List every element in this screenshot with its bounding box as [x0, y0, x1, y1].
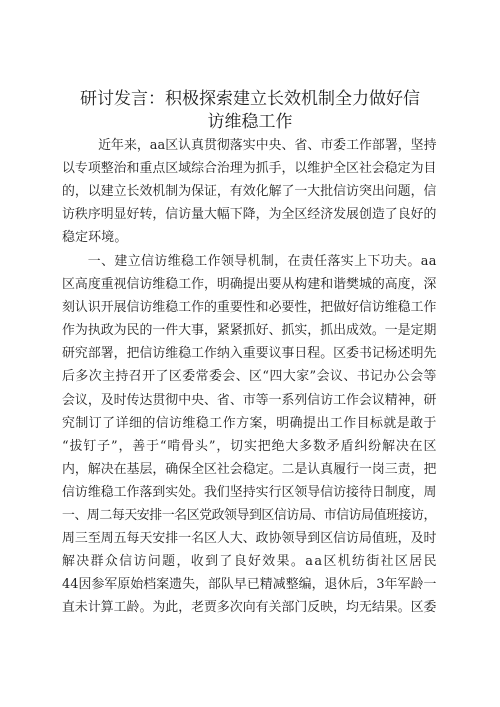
text-line: 近年来，aa区认真贯彻落实中央、省、市委工作部署，坚持 — [98, 138, 437, 153]
paragraph-intro — [62, 134, 438, 249]
text-line: 信访维稳工作落到实处。我们坚持实行区领导信访接待日制度，周 — [62, 484, 437, 500]
text-line: 的，以建立长效机制为保证，有效化解了一大批信访突出问题，信 — [62, 184, 437, 200]
text-line: 后多次主持召开了区委常委会、区“四大家”会议、书记办公会等 — [62, 369, 437, 385]
text-line: 访秩序明显好转，信访量大幅下降，为全区经济发展创造了良好的 — [62, 207, 437, 223]
text-line: 以专项整治和重点区域综合治理为抓手，以维护全区社会稳定为目 — [62, 161, 437, 177]
text-line: 究制订了详细的信访维稳工作方案，明确提出工作目标就是敢于 — [62, 415, 437, 431]
text-line: 作为执政为民的一件大事，紧紧抓好、抓实，抓出成效。一是定期 — [62, 323, 437, 339]
paragraph-section-1 — [62, 250, 438, 620]
document-title-line-2: 访维稳工作 — [207, 112, 293, 132]
text-line: 周三至周五每天安排一名区人大、政协领导到区信访局值班，及时 — [62, 531, 437, 547]
text-line: 内，解决在基层，确保全区社会稳定。二是认真履行一岗三责，把 — [62, 461, 437, 477]
text-line: 刻认识开展信访维稳工作的重要性和必要性，把做好信访维稳工作 — [62, 300, 437, 316]
text-line: 一、建立信访维稳工作领导机制，在责任落实上下功夫。aa — [87, 254, 437, 269]
text-line: 44因参军原始档案遗失，部队早已精减整编，退休后，3年军龄一 — [62, 577, 437, 593]
text-line: 区高度重视信访维稳工作，明确提出要从构建和谐樊城的高度，深 — [62, 277, 437, 293]
text-line: 一、周二每天安排一名区党政领导到区信访局、市信访局值班接访， — [62, 508, 436, 524]
text-line: “拔钉子”，善于“啃骨头”，切实把绝大多数矛盾纠纷解决在区 — [62, 438, 438, 454]
text-line: 会议，及时传达贯彻中央、省、市等一系列信访工作会议精神，研 — [62, 392, 437, 408]
text-line: 稳定环境。 — [62, 230, 128, 246]
text-line: 解决群众信访问题，收到了良好效果。aa区机纺街社区居民 — [62, 554, 438, 570]
text-line: 直未计算工龄。为此，老贾多次向有关部门反映，均无结果。区委 — [62, 600, 437, 616]
document-title-line-1: 研讨发言：积极探索建立长效机制全力做好信 — [80, 89, 420, 109]
text-line: 研究部署，把信访维稳工作纳入重要议事日程。区委书记杨述明先 — [62, 346, 437, 362]
